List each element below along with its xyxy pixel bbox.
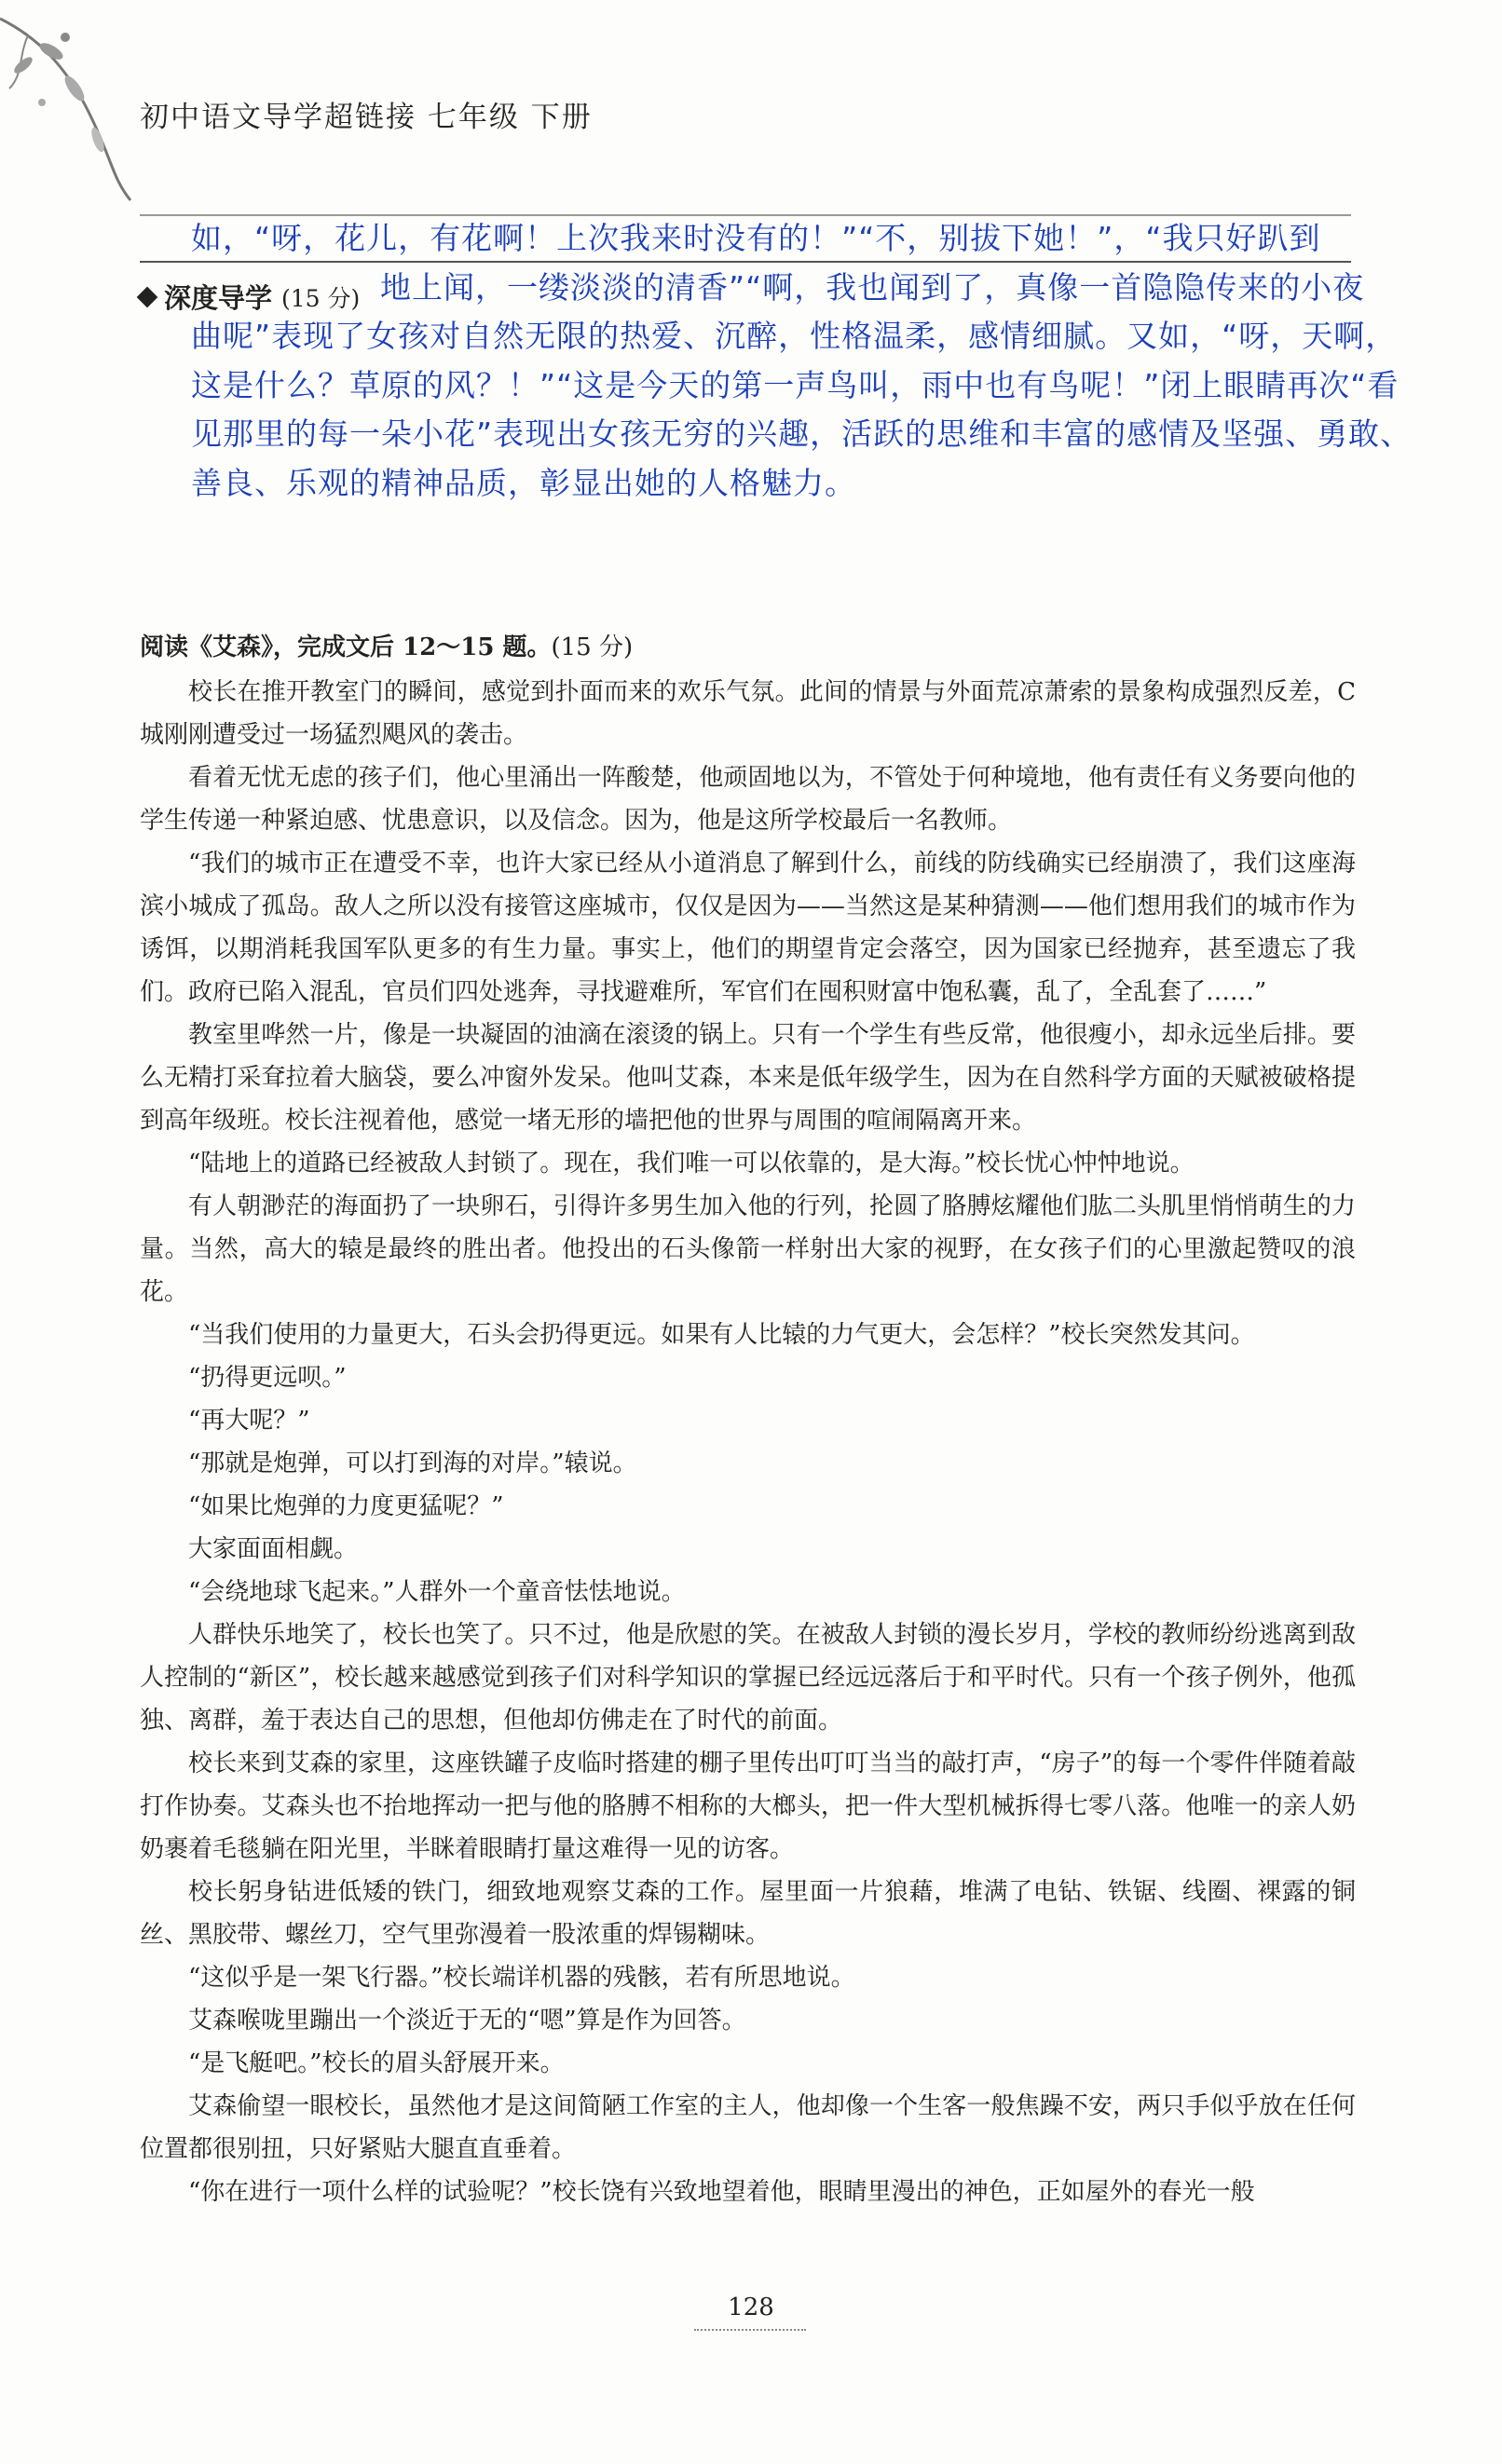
page-number: 128 [728,2294,774,2321]
paragraph: 校长在推开教室门的瞬间，感觉到扑面而来的欢乐气氛。此间的情景与外面荒凉萧索的景象构成强烈反差，C 城刚刚遭受过一场猛烈飓风的袭击。 [140,678,1356,749]
paragraph: 艾森喉咙里蹦出一个淡近于无的“嗯”算是作为回答。 [188,2007,746,2035]
paragraph: 大家面面相觑。 [188,1535,359,1563]
decorative-branch-illustration [0,0,140,205]
paragraph: 有人朝渺茫的海面扔了一块卵石，引得许多男生加入他的行列，抡圆了胳膊炫耀他们肱二头肌里悄悄萌生的力量。当然，高大的辕是最终的胜出者。他投出的石头像箭一样射出大家的视野，在女孩子们的心里激起赞叹的浪花。 [140,1192,1356,1306]
book-header-title: 初中语文导学超链接 七年级 下册 [140,101,593,134]
handwritten-answer [191,214,1413,508]
reading-instruction [140,626,1356,669]
paragraph: “扔得更远呗。” [188,1364,347,1392]
paragraph: 校长来到艾森的家里，这座铁罐子皮临时搭建的棚子里传出叮叮当当的敲打声，“房子”的每一个零件伴随着敲打作协奏。艾森头也不抬地挥动一把与他的胳膊不相称的大榔头，把一件大型机械拆得七零八落。他唯一的亲人奶奶裹着毛毯躺在阳光里，半眯着眼睛打量这难得一见的访客。 [140,1749,1356,1863]
answer-line: 如，“呀，花儿，有花啊！上次我来时没有的！”“不，别拔下她！”，“我只好趴到 [191,220,1321,256]
answer-line: 这是什么？草原的风？！”“这是今天的第一声鸟叫，雨中也有鸟呢！”闭上眼睛再次“看 [191,366,1400,403]
answer-line: 曲呢”表现了女孩对自然无限的热爱、沉醉，性格温柔，感情细腻。又如，“呀，天啊， [191,318,1398,354]
paragraph: 校长躬身钻进低矮的铁门，细致地观察艾森的工作。屋里面一片狼藉，堆满了电钻、铁锯、线圈、裸露的铜丝、黑胶带、螺丝刀，空气里弥漫着一股浓重的焊锡糊味。 [140,1878,1356,1949]
paragraph: 教室里哗然一片，像是一块凝固的油滴在滚烫的锅上。只有一个学生有些反常，他很瘦小，却永远坐后排。要么无精打采耷拉着大脑袋，要么冲窗外发呆。他叫艾森，本来是低年级学生，因为在自然科学方面的天赋被破格提到高年级班。校长注视着他，感觉一堵无形的墙把他的世界与周围的喧闹隔离开来。 [140,1021,1356,1135]
answer-line: 见那里的每一朵小花”表现出女孩无穷的兴趣，活跃的思维和丰富的感情及坚强、勇敢、 [191,415,1413,452]
answer-line: 善良、乐观的精神品质，彰显出她的人格魅力。 [191,464,856,501]
paragraph: “会绕地球飞起来。”人群外一个童音怯怯地说。 [188,1578,686,1606]
paragraph: 人群快乐地笑了，校长也笑了。只不过，他是欣慰的笑。在被敌人封锁的漫长岁月，学校的教师纷纷逃离到敌人控制的“新区”，校长越来越感觉到孩子们对科学知识的掌握已经远远落后于和平时代。只有一个孩子例外，他孤独、离群，羞于表达自己的思想，但他却仿佛走在了时代的前面。 [140,1621,1356,1735]
answer-line: 地上闻，一缕淡淡的清香”“啊，我也闻到了，真像一首隐隐传来的小夜 [380,268,1365,306]
page-number-underline [694,2329,806,2331]
paragraph: “陆地上的道路已经被敌人封锁了。现在，我们唯一可以依靠的，是大海。”校长忧心忡忡地说。 [188,1150,1195,1178]
paragraph: “当我们使用的力量更大，石头会扔得更远。如果有人比辕的力气更大，会怎样？”校长突然发其问。 [188,1321,1255,1349]
paragraph: “我们的城市正在遭受不幸，也许大家已经从小道消息了解到什么，前线的防线确实已经崩溃了，我们这座海滨小城成了孤岛。敌人之所以没有接管这座城市，仅仅是因为——当然这是某种猜测——他们想用我们的城市作为诱饵，以期消耗我国军队更多的有生力量。事实上，他们的期望肯定会落空，因为国家已经抛弃，甚至遗忘了我们。政府已陷入混乱，官员们四处逃奔，寻找避难所，军官们在囤积财富中饱私囊，乱了，全乱套了……” [140,850,1356,1006]
paragraph: “这似乎是一架飞行器。”校长端详机器的残骸，若有所思地说。 [188,1964,855,1992]
paragraph: “是飞艇吧。”校长的眉头舒展开来。 [188,2049,565,2077]
paragraph: “那就是炮弹，可以打到海的对岸。”辕说。 [188,1450,637,1477]
paragraph: “如果比炮弹的力度更猛呢？” [188,1492,504,1520]
reading-passage [140,626,1356,2213]
instruction-text: 阅读《艾森》，完成文后 12～15 题。 [140,633,552,661]
paragraph: 艾森偷望一眼校长，虽然他才是这间简陋工作室的主人，他却像一个生客一般焦躁不安，两只手似乎放在任何位置都很别扭，只好紧贴大腿直直垂着。 [140,2092,1356,2163]
section-label-text: 深度导学 [164,282,273,314]
paragraph: “你在进行一项什么样的试验呢？”校长饶有兴致地望着他，眼睛里漫出的神色，正如屋外的春光一般 [188,2178,1255,2206]
section-points: (15 分) [281,284,361,312]
diamond-bullet-icon [137,286,158,307]
paragraph: 看着无忧无虑的孩子们，他心里涌出一阵酸楚，他顽固地以为，不管处于何种境地，他有责任有义务要向他的学生传递一种紧迫感、忧患意识，以及信念。因为，他是这所学校最后一名教师。 [140,764,1356,835]
instruction-points: (15 分) [551,633,634,661]
paragraph: “再大呢？” [188,1407,310,1435]
